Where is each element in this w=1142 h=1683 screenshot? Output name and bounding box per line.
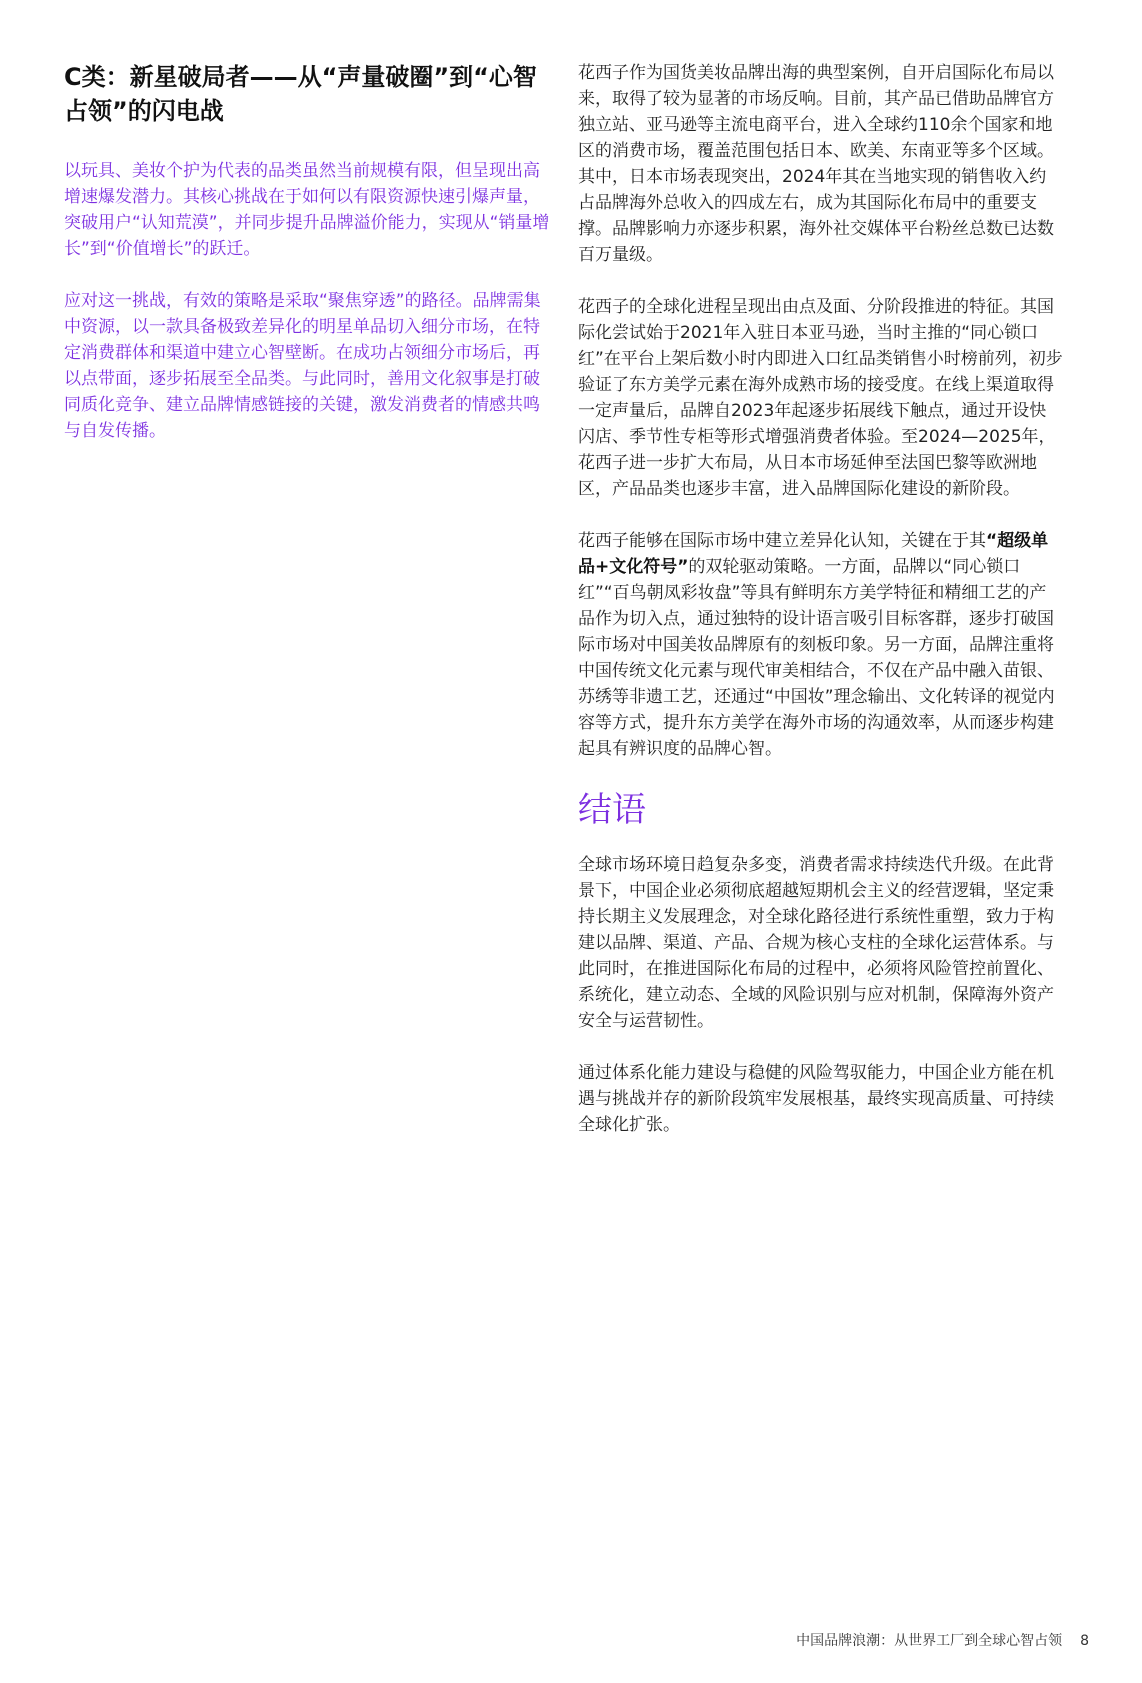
page-number: 8 [1080, 1633, 1089, 1649]
strategy-text-post: 的双轮驱动策略。一方面，品牌以“同心锁口红”“百鸟朝凤彩妆盘”等具有鲜明东方美学特征和精细工艺的产品作为切入点，通过独特的设计语言吸引目标客群，逐步打破国际市场对中国美妆品牌原有的刻板印象。另一方面，品牌注重将中国传统文化元素与现代审美相结合，不仅在产品中融入苗银、苏绣等非遗工艺，还通过“中国妆”理念输出、文化转译的视觉内容等方式，提升东方美学在海外市场的沟通效率，从而逐步构建起具有辨识度的品牌心智。 [578, 557, 1055, 759]
strategy-highlight: “超级单品+文化符号” [578, 531, 1049, 577]
strategy-text-pre: 花西子能够在国际市场中建立差异化认知，关键在于其 [578, 531, 986, 551]
left-column [64, 60, 554, 470]
page-footer [796, 1630, 1089, 1650]
section-heading: C类：新星破局者——从“声量破圈”到“心智占领”的闪电战 [64, 63, 537, 125]
case-intro-paragraph: 花西子作为国货美妆品牌出海的典型案例，自开启国际化布局以来，取得了较为显著的市场反响。目前，其产品已借助品牌官方独立站、亚马逊等主流电商平台，进入全球约110余个国家和地区的消费市场，覆盖范围包括日本、欧美、东南亚等多个区域。其中，日本市场表现突出，2024年其在当地实现的销售收入约占品牌海外总收入的四成左右，成为其国际化布局中的重要支撑。品牌影响力亦逐步积累，海外社交媒体平台粉丝总数已达数百万量级。 [578, 63, 1054, 265]
conclusion-heading: 结语 [578, 790, 646, 830]
strategy-paragraph: 应对这一挑战，有效的策略是采取“聚焦穿透”的路径。品牌需集中资源，以一款具备极致差异化的明星单品切入细分市场，在特定消费群体和渠道中建立心智壁断。在成功占领细分市场后，再以点带面，逐步拓展至全品类。与此同时，善用文化叙事是打破同质化竞争、建立品牌情感链接的关键，激发消费者的情感共鸣与自发传播。 [64, 291, 541, 441]
globalization-process-paragraph: 花西子的全球化进程呈现出由点及面、分阶段推进的特征。其国际化尝试始于2021年入驻日本亚马逊，当时主推的“同心锁口红”在平台上架后数小时内即进入口红品类销售小时榜前列，初步验证了东方美学元素在海外成熟市场的接受度。在线上渠道取得一定声量后，品牌自2023年起逐步拓展线下触点，通过开设快闪店、季节性专柜等形式增强消费者体验。至2024—2025年，花西子进一步扩大布局，从日本市场延伸至法国巴黎等欧洲地区，产品品类也逐步丰富，进入品牌国际化建设的新阶段。 [578, 297, 1063, 499]
intro-paragraph: 以玩具、美妆个护为代表的品类虽然当前规模有限，但呈现出高增速爆发潜力。其核心挑战在于如何以有限资源快速引爆声量，突破用户“认知荒漠”，并同步提升品牌溢价能力，实现从“销量增长”到“价值增长”的跃迁。 [64, 161, 550, 259]
conclusion-paragraph-2: 通过体系化能力建设与稳健的风险驾驭能力，中国企业方能在机遇与挑战并存的新阶段筑牢发展根基，最终实现高质量、可持续全球化扩张。 [578, 1063, 1054, 1135]
footer-title: 中国品牌浪潮：从世界工厂到全球心智占领 [796, 1633, 1063, 1649]
conclusion-paragraph-1: 全球市场环境日趋复杂多变，消费者需求持续迭代升级。在此背景下，中国企业必须彻底超越短期机会主义的经营逻辑，坚定秉持长期主义发展理念，对全球化路径进行系统性重塑，致力于构建以品牌、渠道、产品、合规为核心支柱的全球化运营体系。与此同时，在推进国际化布局的过程中，必须将风险管控前置化、系统化，建立动态、全域的风险识别与应对机制，保障海外资产安全与运营韧性。 [578, 855, 1054, 1031]
right-column [578, 60, 1063, 1164]
strategy-analysis-paragraph [578, 528, 1063, 762]
